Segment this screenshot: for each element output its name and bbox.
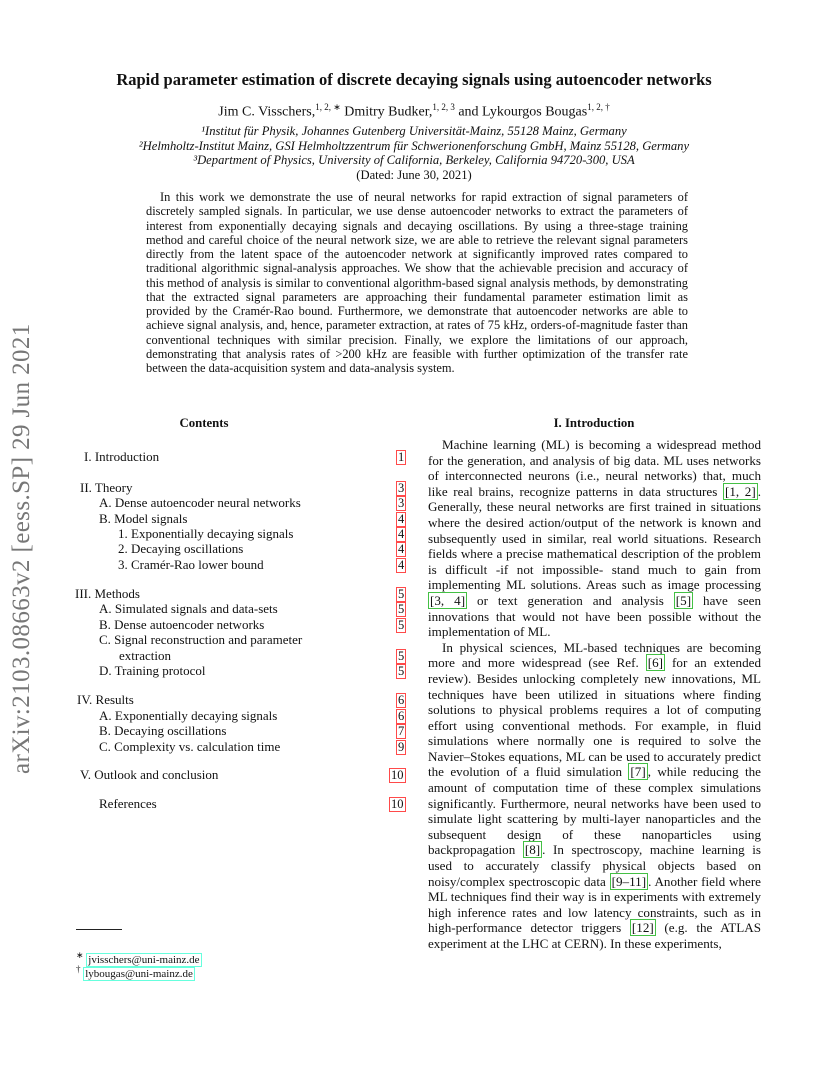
toc-entry-10[interactable]: C. Signal reconstruction and parameter [99, 632, 303, 647]
paragraph-text: , while reducing the amount of computation time of these complex simulations significantly. Furthermore, neural networks have been used to simulate light scattering by multi-layer nanoparticles and the subsequent design of these nanoparticles using backpropagation [428, 764, 761, 858]
toc-page-link-7[interactable]: 5 [398, 587, 405, 601]
toc-entry-1[interactable]: II. Theory [80, 480, 133, 495]
toc-page-link-5[interactable]: 4 [398, 542, 405, 556]
date-line: (Dated: June 30, 2021) [356, 168, 472, 182]
arxiv-identifier-stamp: arXiv:2103.08663v2 [eess.SP] 29 Jun 2021 [8, 323, 35, 774]
toc-entry-2[interactable]: A. Dense autoencoder neural networks [99, 495, 301, 510]
citation-link[interactable]: [7] [630, 764, 646, 780]
paragraph-text: In physical sciences, ML-based techniques are becoming more and more widespread (see Ref. [428, 639, 761, 671]
paragraph-text: for an extended review). Besides unlocking completely new innovations, ML techniques have been utilized in situations where finding solutions to physical problems requires a lot of computing effort using conventional methods. For example, in fluid simulations where normally one is required to solve the Navier–Stokes equations, ML can be used to accurately predict the evolution of a fluid simulation [428, 655, 761, 780]
toc-entry-13[interactable]: IV. Results [77, 692, 134, 707]
author-bougas: and Lykourgos Bougas [454, 104, 588, 120]
paper-title: Rapid parameter estimation of discrete decaying signals using autoencoder networks [116, 70, 712, 89]
toc-entry-6[interactable]: 3. Cramér-Rao lower bound [118, 557, 264, 572]
paragraph-text: . Generally, these neural networks are first trained in situations where the desired action/output of the network is known and subsequently used in similar, real world situations. Research fields where a precise mathematical description of the problem is difficult -if not impossible- stand much to gain from implementing ML solutions. Areas such as image processing [428, 483, 761, 593]
intro-paragraph-1 [428, 437, 761, 640]
author-budker: Dmitry Budker, [340, 104, 433, 120]
toc-page-link-15[interactable]: 7 [398, 724, 405, 738]
citation-link[interactable]: [9–11] [611, 873, 647, 889]
footnote-divider [76, 929, 122, 930]
affiliation-2: ²Helmholtz-Institut Mainz, GSI Helmholtzzentrum für Schwerionenforschung GmbH, Mainz 55128, Germany [138, 139, 690, 153]
toc-page-link-17[interactable]: 10 [391, 768, 404, 782]
paragraph-text: Machine learning (ML) is becoming a widespread method for the generation, and analysis of big data. ML uses networks of interconnected neurons (i.e., neural networks) that, much like real brains, recognize patterns in data structures [428, 437, 761, 499]
citation-link[interactable]: [12] [631, 920, 654, 936]
toc-entry-16[interactable]: C. Complexity vs. calculation time [99, 739, 281, 754]
toc-page-link-18[interactable]: 10 [391, 797, 404, 811]
toc-entry-7[interactable]: III. Methods [75, 586, 140, 601]
footnote-1-mark: ∗ [76, 950, 84, 960]
paragraph-text: or text generation and analysis [467, 592, 674, 608]
toc-page-link-3[interactable]: 4 [398, 512, 405, 526]
toc-page-link-4[interactable]: 4 [398, 527, 405, 541]
paragraph-text: have seen innovations that would not have been possible without the implementation of ML. [428, 592, 761, 640]
toc-page-link-9[interactable]: 5 [398, 618, 405, 632]
toc-entry-18[interactable]: References [99, 796, 157, 811]
toc-page-link-2[interactable]: 3 [398, 496, 405, 510]
toc-page-link-11[interactable]: 5 [398, 649, 405, 663]
toc-page-link-12[interactable]: 5 [398, 664, 405, 678]
toc-page-link-16[interactable]: 9 [398, 740, 405, 754]
toc-page-link-13[interactable]: 6 [398, 693, 405, 707]
toc-entry-11[interactable]: extraction [119, 648, 171, 663]
contents-heading: Contents [179, 416, 229, 430]
toc-entry-4[interactable]: 1. Exponentially decaying signals [118, 526, 294, 541]
paragraph-text: . In spectroscopy, machine learning is used to accurately classify physical objects based on noisy/complex spectroscopic data [428, 842, 761, 889]
footnote-2 [76, 964, 195, 980]
toc-entry-15[interactable]: B. Decaying oscillations [99, 723, 227, 738]
author-visschers-affil[interactable]: 1, 2, ∗ [315, 102, 341, 112]
introduction-body [428, 437, 761, 952]
intro-paragraph-2 [428, 640, 761, 952]
citation-link[interactable]: [6] [647, 655, 664, 671]
footnote-2-mark: † [76, 964, 81, 974]
paragraph-text: (e.g. the ATLAS experiment at the LHC at CERN). In these experiments, [428, 920, 761, 951]
toc-entry-3[interactable]: B. Model signals [99, 511, 188, 526]
section-heading-introduction: I. Introduction [553, 416, 635, 430]
affiliation-1: ¹Institut für Physik, Johannes Gutenberg Universität-Mainz, 55128 Mainz, Germany [201, 124, 627, 138]
citation-link[interactable]: [3, 4] [430, 592, 466, 608]
toc-entry-8[interactable]: A. Simulated signals and data-sets [99, 601, 278, 616]
toc-page-link-14[interactable]: 6 [398, 709, 405, 723]
citation-link[interactable]: [1, 2] [724, 483, 756, 499]
citation-link[interactable]: [8] [524, 842, 541, 858]
toc-page-link-1[interactable]: 3 [398, 481, 405, 495]
toc-page-link-0[interactable]: 1 [398, 450, 405, 464]
author-bougas-affil[interactable]: 1, 2, † [587, 102, 610, 112]
author-list [0, 102, 828, 121]
email-link-visschers[interactable]: jvisschers@uni-mainz.de [88, 953, 200, 966]
toc-entry-17[interactable]: V. Outlook and conclusion [80, 767, 219, 782]
author-visschers: Jim C. Visschers, [218, 104, 316, 120]
toc-page-link-6[interactable]: 4 [398, 558, 405, 572]
toc-entry-9[interactable]: B. Dense autoencoder networks [99, 617, 265, 632]
citation-link[interactable]: [5] [675, 592, 692, 608]
paragraph-text: . Another field where ML techniques find their way is in experiments with extremely high inference rates and low latency constraints, such as in high-performance detector triggers [428, 873, 761, 936]
abstract: In this work we demonstrate the use of neural networks for rapid extraction of signal parameters of discretely sampled signals. In particular, we use dense autoencoder networks to extract the parameters of interest from exponentially decaying signals and decaying oscillations. By using a three-stage training method and careful choice of the neural network size, we are able to retrieve the relevant signal parameters directly from the latent space of the autoencoder network at significantly improved rates compared to traditional algorithmic signal-analysis approaches. We show that the achievable precision and accuracy of this method of analysis is similar to conventional algorithm-based signal analysis methods, by demonstrating that the extracted signal parameters are approaching their fundamental parameter estimation limit as provided by the Cramér-Rao bound. Furthermore, we demonstrate that autoencoder networks are able to achieve signal analysis, and, hence, parameter extraction, at rates of 75 kHz, orders-of-magnitude faster than conventional techniques with similar precision. Finally, we explore the limitations of our approach, demonstrating that analysis rates of >200 kHz are feasible with further optimization of the transfer rate between the data-acquisition system and data-analysis system. [146, 190, 688, 375]
toc-entry-0[interactable]: I. Introduction [84, 449, 160, 464]
toc-page-link-8[interactable]: 5 [398, 602, 405, 616]
toc-entry-5[interactable]: 2. Decaying oscillations [118, 541, 244, 556]
author-budker-affil: 1, 2, 3 [432, 102, 455, 112]
email-link-bougas[interactable]: lybougas@uni-mainz.de [85, 967, 193, 980]
affiliation-3: ³Department of Physics, University of California, Berkeley, California 94720-300, USA [193, 153, 635, 167]
toc-entry-12[interactable]: D. Training protocol [99, 663, 206, 678]
toc-entry-14[interactable]: A. Exponentially decaying signals [99, 708, 278, 723]
